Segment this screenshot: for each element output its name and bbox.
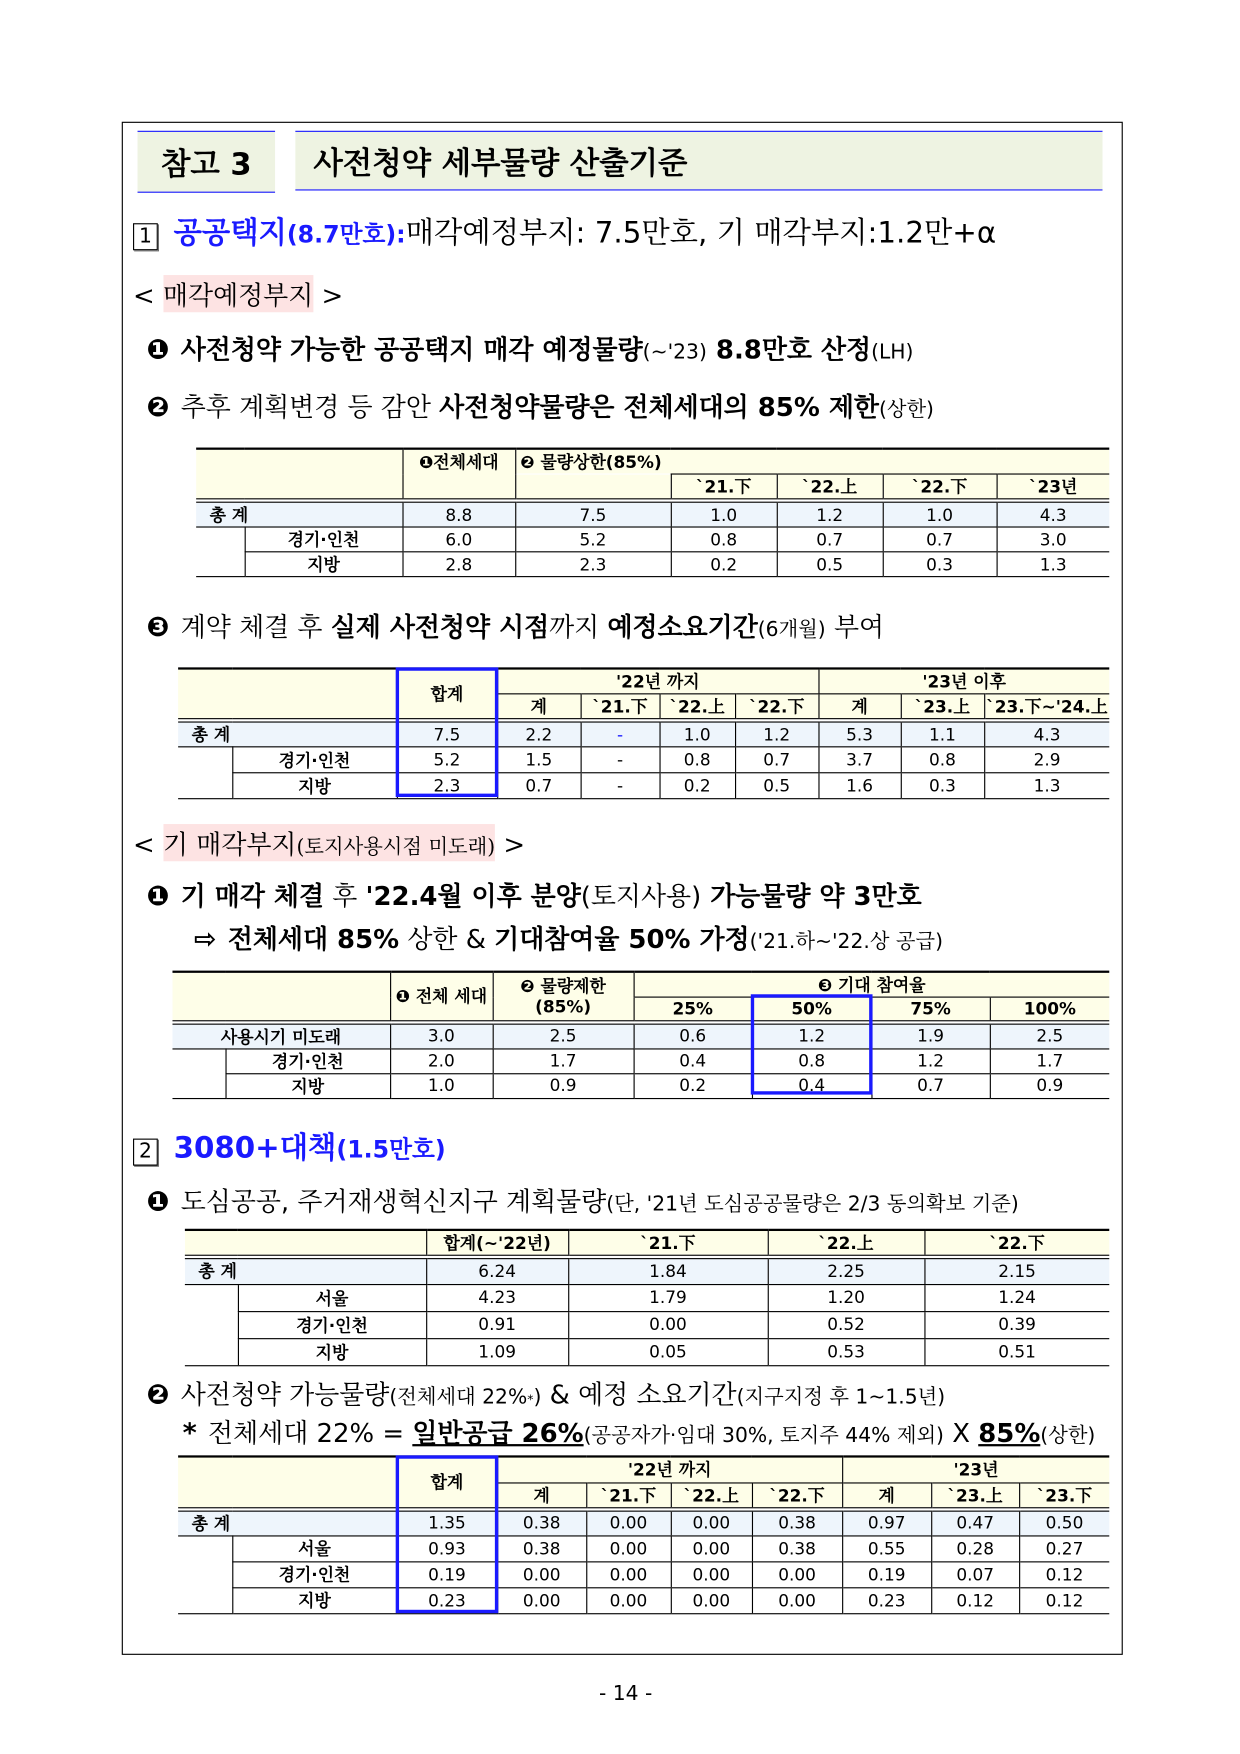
text-run: (공공자가·임대 30%, 토지주 44% 제외) [583, 1423, 944, 1448]
text-run: 사전청약물량은 전체세대의 85% 제한 [439, 393, 879, 423]
cell-value: 0.27 [1019, 1535, 1109, 1561]
text-run: 일반공급 26% [412, 1419, 584, 1449]
cell-value: 2.8 [402, 552, 515, 577]
cell-value: 6.24 [426, 1257, 568, 1284]
row-label: 지방 [225, 1073, 390, 1098]
cell-value: 0.91 [426, 1311, 568, 1338]
cell-value: 6.0 [402, 527, 515, 552]
cell-value: 7.5 [515, 501, 671, 527]
table-row [172, 1073, 1109, 1098]
cell-value: 0.00 [586, 1535, 671, 1561]
cell-value: 0.51 [924, 1338, 1109, 1365]
table-planned-sale-volume [196, 448, 1109, 578]
cell-value: 1.0 [659, 720, 735, 746]
bracket-open: < [133, 830, 155, 861]
text-run: 부여 [825, 613, 885, 643]
header-sub: `22.上 [659, 694, 735, 720]
item-c3-note [183, 1413, 1096, 1450]
table-row-total [196, 501, 1109, 527]
item-b2 [194, 919, 943, 956]
text-run: (토지사용) [580, 882, 702, 912]
cell-value: 0.00 [671, 1535, 752, 1561]
section-1-heading [133, 210, 996, 252]
item-marker-icon: ❸ [146, 610, 170, 643]
header-blank [178, 668, 397, 720]
page-title: 사전청약 세부물량 산출기준 [295, 131, 1102, 191]
table-pre-subscription-volume-3080 [178, 1455, 1109, 1613]
table-row-total [178, 1509, 1109, 1535]
item-marker-icon: * [182, 1417, 197, 1449]
row-label: 총 계 [178, 1509, 397, 1535]
subheading-label-sub: (토지사용시점 미도래) [296, 835, 496, 860]
cell-value: 1.2 [777, 501, 883, 527]
cell-value: - [581, 720, 660, 746]
cell-value: 0.7 [497, 773, 580, 799]
cell-value: 0.7 [883, 527, 997, 552]
cell-value: 0.38 [752, 1509, 842, 1535]
cell-value: 0.47 [931, 1509, 1019, 1535]
item-b1 [147, 876, 922, 913]
text-run: 기 매각 체결 [180, 882, 325, 912]
cell-value: 0.5 [777, 552, 883, 577]
cell-value: 0.8 [901, 747, 984, 773]
cell-value: 0.7 [735, 747, 818, 773]
cell-value: 0.7 [871, 1073, 989, 1098]
item-marker-icon: ❶ [146, 1185, 170, 1218]
table-row [172, 1048, 1109, 1073]
cell-value: 2.3 [515, 552, 671, 577]
item-marker-icon: ❷ [146, 1378, 170, 1411]
subheading-label-wrap [163, 824, 495, 861]
cell-value: 1.79 [568, 1284, 768, 1311]
header-col: 합계(~'22년) [426, 1230, 568, 1257]
cell-value: 1.2 [752, 1022, 871, 1048]
text-run: 전체세대 85% [227, 925, 400, 955]
cell-value: 1.1 [901, 720, 984, 746]
cell-value: 0.00 [752, 1561, 842, 1587]
cell-value: 1.3 [997, 552, 1110, 577]
row-label: 지방 [232, 1587, 397, 1613]
cell-value: 3.0 [390, 1022, 493, 1048]
text-run: 후 [324, 882, 366, 912]
row-label: 지방 [238, 1338, 426, 1365]
cell-value: 2.5 [990, 1022, 1110, 1048]
cell-value: 0.05 [568, 1338, 768, 1365]
cell-value: 1.0 [671, 501, 777, 527]
cell-value: 0.97 [842, 1509, 931, 1535]
text-run: * [527, 1392, 534, 1407]
row-indent [185, 1284, 238, 1311]
row-label: 경기·인천 [232, 1561, 397, 1587]
cell-value: 0.2 [671, 552, 777, 577]
bracket-open: < [133, 281, 155, 312]
text-run: (전체세대 22% [389, 1385, 528, 1410]
row-indent [178, 1535, 232, 1561]
item-marker-icon: ❶ [146, 333, 170, 366]
table-row [196, 552, 1109, 577]
header-sub: `23.上 [931, 1482, 1019, 1508]
text-run: (상한) [1040, 1423, 1096, 1448]
header-expected-participation: ❸ 기대 참여율 [634, 972, 1110, 997]
cell-value: 0.38 [497, 1509, 586, 1535]
table-planned-duration [178, 667, 1109, 799]
cell-value: 2.2 [497, 720, 580, 746]
table-row [178, 1535, 1109, 1561]
header-rate: 50% [752, 997, 871, 1022]
header-col: `22.下 [924, 1230, 1109, 1257]
text-run: 8.8만호 산정 [706, 335, 872, 366]
reference-label: 참고 3 [138, 131, 276, 193]
table-row-total [172, 1022, 1109, 1048]
header-total-households: ❶ 전체 세대 [390, 972, 493, 1022]
header-rate: 25% [634, 997, 752, 1022]
text-run: '22.4월 이후 분양 [365, 882, 581, 912]
row-indent [185, 1338, 238, 1365]
cell-value: 1.5 [497, 747, 580, 773]
item-a3 [147, 606, 885, 643]
subheading-label: 기 매각부지 [163, 830, 297, 861]
bracket-close: > [503, 830, 526, 861]
cell-value: 0.8 [752, 1048, 871, 1073]
cell-value: 0.4 [634, 1048, 752, 1073]
cell-value: 0.2 [659, 773, 735, 799]
cell-value: - [581, 747, 660, 773]
cell-value: 4.3 [997, 501, 1110, 527]
row-indent [178, 773, 232, 799]
header-blank [172, 972, 390, 1022]
header-sub: `23.下 [1019, 1482, 1109, 1508]
header-sub: `22.上 [671, 1482, 752, 1508]
cell-value: 0.8 [659, 747, 735, 773]
text-run: 까지 [549, 613, 608, 643]
cell-value: 7.5 [397, 720, 497, 746]
text-run: & 예정 소요기간 [541, 1380, 737, 1411]
cell-value: 1.7 [990, 1048, 1110, 1073]
cell-value: 0.00 [671, 1587, 752, 1613]
cell-value: 0.00 [671, 1509, 752, 1535]
cell-value: 0.12 [1019, 1561, 1109, 1587]
row-label: 사용시기 미도래 [172, 1022, 390, 1048]
header-volume-cap: ❷ 물량상한(85%) [515, 449, 1109, 474]
cell-value: 0.6 [634, 1022, 752, 1048]
text-run: (6개월) [757, 617, 826, 642]
row-label: 경기·인천 [225, 1048, 390, 1073]
item-a1 [147, 329, 914, 366]
cell-value: 0.93 [397, 1535, 497, 1561]
header-group-23: '23년 [842, 1456, 1109, 1482]
text-run: ('21.하~'22.상 공급) [749, 930, 944, 954]
header-blank [178, 1456, 397, 1508]
section-title: 3080+대책 [173, 1131, 337, 1166]
row-label: 경기·인천 [238, 1311, 426, 1338]
row-indent [172, 1048, 225, 1073]
cell-value: 2.3 [397, 773, 497, 799]
text-run: 가능물량 약 3만호 [701, 882, 922, 912]
header-blank [185, 1230, 426, 1257]
cell-value: 2.0 [390, 1048, 493, 1073]
header-rate: 75% [871, 997, 989, 1022]
row-label: 경기·인천 [232, 747, 397, 773]
cell-value: 2.15 [924, 1257, 1109, 1284]
row-label: 총 계 [196, 501, 402, 527]
table-row [196, 527, 1109, 552]
header-group-until-22: '22년 까지 [497, 668, 818, 693]
cell-value: 0.53 [768, 1338, 925, 1365]
cell-value: 1.9 [871, 1022, 989, 1048]
row-indent [178, 1587, 232, 1613]
header-group-until-22: '22년 까지 [497, 1456, 842, 1482]
cell-value: 1.6 [818, 773, 900, 799]
cell-value: 4.23 [426, 1284, 568, 1311]
cell-value: 0.3 [883, 552, 997, 577]
item-marker-icon: ❷ [146, 391, 170, 423]
table-row [185, 1338, 1109, 1365]
section-description: 매각예정부지: 7.5만호, 기 매각부지:1.2만+α [405, 216, 997, 251]
table-row [178, 773, 1109, 799]
cell-value: 1.35 [397, 1509, 497, 1535]
subheading-planned-sale [133, 275, 343, 312]
header-sub: 계 [842, 1482, 931, 1508]
table-row [185, 1311, 1109, 1338]
cell-value: 1.20 [768, 1284, 925, 1311]
subheading-label: 매각예정부지 [163, 275, 313, 312]
cell-value: 2.9 [984, 747, 1109, 773]
cell-value: - [581, 773, 660, 799]
text-run: 기대참여율 50% 가정 [494, 925, 750, 955]
text-run: 계약 체결 후 [180, 613, 331, 643]
text-run: (~'23) [642, 340, 707, 365]
row-indent [196, 552, 244, 577]
cell-value: 0.28 [931, 1535, 1019, 1561]
table-row-total [178, 720, 1109, 746]
text-run: 추후 계획변경 등 감안 [180, 393, 440, 423]
cell-value: 1.84 [568, 1257, 768, 1284]
header-sum: 합계 [397, 668, 497, 720]
table-row [178, 1587, 1109, 1613]
item-c1 [147, 1181, 1019, 1218]
cell-value: 4.3 [984, 720, 1109, 746]
item-marker-icon: ⇨ [193, 923, 217, 955]
cell-value: 0.00 [671, 1561, 752, 1587]
header-sub: `21.下 [581, 694, 660, 720]
section-title-sub: (1.5만호) [336, 1136, 446, 1164]
header-group-after-23: '23년 이후 [818, 668, 1109, 693]
cell-value: 1.0 [883, 501, 997, 527]
bracket-close: > [321, 281, 344, 312]
cell-value: 0.00 [586, 1561, 671, 1587]
section-number-box: 1 [133, 223, 158, 250]
table-sold-land-participation [172, 971, 1109, 1099]
cell-value: 3.0 [997, 527, 1110, 552]
text-run: (단, '21년 도심공공물량은 2/3 동의확보 기준) [606, 1192, 1019, 1217]
row-label: 경기·인천 [245, 527, 403, 552]
header-sub: 계 [497, 694, 580, 720]
cell-value: 1.7 [493, 1048, 634, 1073]
row-label: 총 계 [178, 720, 397, 746]
cell-value: 0.23 [842, 1587, 931, 1613]
cell-value: 0.00 [497, 1561, 586, 1587]
cell-value: 0.00 [497, 1587, 586, 1613]
header-sub: 계 [818, 694, 900, 720]
row-indent [185, 1311, 238, 1338]
cell-value: 0.50 [1019, 1509, 1109, 1535]
cell-value: 5.2 [515, 527, 671, 552]
subheading-sold-land [133, 824, 525, 861]
header-col: `21.下 [568, 1230, 768, 1257]
row-indent [196, 527, 244, 552]
text-run: 사전청약 가능한 공공택지 매각 예정물량 [180, 335, 643, 366]
cell-value: 0.12 [931, 1587, 1019, 1613]
row-indent [178, 747, 232, 773]
row-indent [172, 1073, 225, 1098]
cell-value: 0.00 [568, 1311, 768, 1338]
cell-value: 0.38 [497, 1535, 586, 1561]
text-run: 85% [978, 1419, 1041, 1449]
text-run: 상한 & [399, 925, 495, 955]
cell-value: 1.0 [390, 1073, 493, 1098]
text-run: 예정소요기간 [607, 613, 758, 643]
text-run: X [943, 1419, 979, 1449]
cell-value: 1.2 [871, 1048, 989, 1073]
cell-value: 0.39 [924, 1311, 1109, 1338]
text-run: ) [533, 1385, 542, 1410]
section-title: 공공택지 [173, 216, 287, 251]
header-col: `22.上 [768, 1230, 925, 1257]
header-period: `22.上 [777, 474, 883, 500]
row-indent [178, 1561, 232, 1587]
table-row [178, 747, 1109, 773]
table-row [185, 1284, 1109, 1311]
header-period: `22.下 [883, 474, 997, 500]
text-run: 도심공공, 주거재생혁신지구 계획물량 [180, 1188, 607, 1218]
header-volume-limit: ❷ 물량제한 (85%) [493, 972, 634, 1022]
header-period: `21.下 [671, 474, 777, 500]
cell-value: 0.55 [842, 1535, 931, 1561]
header-sub: 계 [497, 1482, 586, 1508]
cell-value: 1.3 [984, 773, 1109, 799]
cell-value: 0.00 [752, 1587, 842, 1613]
text-run: (지구지정 후 1~1.5년) [736, 1385, 946, 1410]
header-sum: 합계 [397, 1456, 497, 1508]
cell-value: 1.09 [426, 1338, 568, 1365]
item-marker-icon: ❶ [146, 880, 170, 912]
row-label: 서울 [238, 1284, 426, 1311]
row-label: 서울 [232, 1535, 397, 1561]
text-run: 사전청약 가능물량 [180, 1380, 390, 1411]
item-c2 [147, 1374, 946, 1411]
header-sub: `22.下 [752, 1482, 842, 1508]
section-2-heading [133, 1125, 446, 1167]
table-planned-volume-3080 [185, 1229, 1109, 1366]
table-row [178, 1561, 1109, 1587]
table-row-total [185, 1257, 1109, 1284]
cell-value: 0.9 [990, 1073, 1110, 1098]
row-label: 지방 [245, 552, 403, 577]
cell-value: 5.2 [397, 747, 497, 773]
header-rate: 100% [990, 997, 1110, 1022]
header-blank [196, 449, 402, 501]
cell-value: 0.3 [901, 773, 984, 799]
cell-value: 0.2 [634, 1073, 752, 1098]
cell-value: 0.9 [493, 1073, 634, 1098]
cell-value: 0.4 [752, 1073, 871, 1098]
cell-value: 0.23 [397, 1587, 497, 1613]
section-number-box: 2 [133, 1139, 158, 1166]
cell-value: 2.5 [493, 1022, 634, 1048]
header-blank [515, 474, 671, 500]
cell-value: 0.19 [842, 1561, 931, 1587]
cell-value: 0.8 [671, 527, 777, 552]
cell-value: 0.38 [752, 1535, 842, 1561]
cell-value: 1.24 [924, 1284, 1109, 1311]
cell-value: 0.5 [735, 773, 818, 799]
header-period: `23년 [997, 474, 1110, 500]
page-number: - 14 - [598, 1681, 653, 1706]
cell-value: 0.07 [931, 1561, 1019, 1587]
row-label: 총 계 [185, 1257, 426, 1284]
cell-value: 0.00 [586, 1509, 671, 1535]
cell-value: 0.52 [768, 1311, 925, 1338]
cell-value: 0.00 [586, 1587, 671, 1613]
text-run: (LH) [871, 340, 914, 365]
cell-value: 8.8 [402, 501, 515, 527]
row-label: 지방 [232, 773, 397, 799]
cell-value: 1.2 [735, 720, 818, 746]
text-run: 전체세대 22% = [208, 1419, 413, 1449]
cell-value: 5.3 [818, 720, 900, 746]
header-sub: `22.下 [735, 694, 818, 720]
header-sub: `23.上 [901, 694, 984, 720]
text-run: 실제 사전청약 시점 [330, 613, 550, 643]
section-title-sub: (8.7만호): [286, 220, 406, 249]
text-run: (상한) [878, 397, 934, 422]
cell-value: 0.7 [777, 527, 883, 552]
item-a2 [147, 387, 934, 424]
cell-value: 2.25 [768, 1257, 925, 1284]
header-sub: `23.下~'24.上 [984, 694, 1109, 720]
cell-value: 0.12 [1019, 1587, 1109, 1613]
cell-value: 3.7 [818, 747, 900, 773]
cell-value: 0.19 [397, 1561, 497, 1587]
header-total-households: ❶전체세대 [402, 449, 515, 501]
header-sub: `21.下 [586, 1482, 671, 1508]
